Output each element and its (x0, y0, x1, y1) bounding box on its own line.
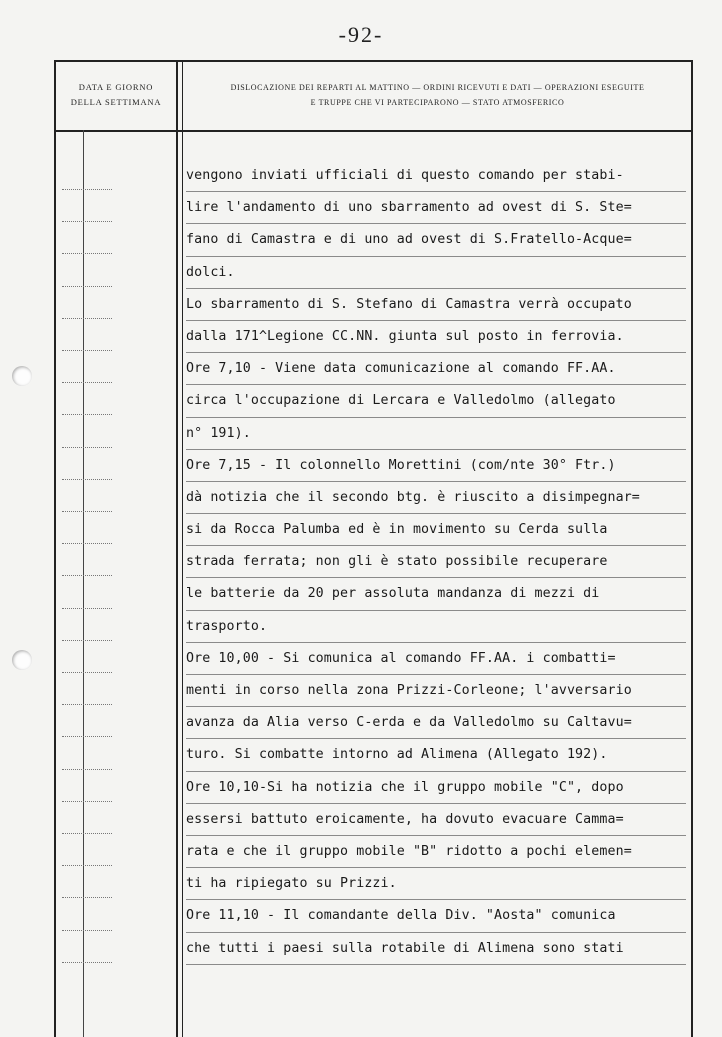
ruling-line (62, 575, 112, 576)
ruling-line (62, 479, 112, 480)
column-divider (182, 62, 183, 1037)
text-line: fano di Camastra e di uno ad ovest di S.Fratello-Acque= (186, 224, 686, 256)
operations-column-header (184, 80, 691, 110)
ruling-line (62, 640, 112, 641)
text-line: trasporto. (186, 611, 686, 643)
text-line: ti ha ripiegato su Prizzi. (186, 868, 686, 900)
text-line: menti in corso nella zona Prizzi-Corleone; l'avversario (186, 675, 686, 707)
ruling-line (62, 318, 112, 319)
date-header-line-2: DELLA SETTIMANA (70, 97, 162, 107)
ruling-line (62, 608, 112, 609)
text-line: che tutti i paesi sulla rotabile di Alimena sono stati (186, 933, 686, 965)
text-line: vengono inviati ufficiali di questo comando per stabi- (186, 160, 686, 192)
text-line: strada ferrata; non gli è stato possibile recuperare (186, 546, 686, 578)
text-line: n° 191). (186, 418, 686, 450)
text-line: essersi battuto eroicamente, ha dovuto evacuare Camma= (186, 804, 686, 836)
text-line: Ore 7,10 - Viene data comunicazione al comando FF.AA. (186, 353, 686, 385)
ruling-line (62, 511, 112, 512)
text-line: rata e che il gruppo mobile "B" ridotto a pochi elemen= (186, 836, 686, 868)
text-line: dolci. (186, 257, 686, 289)
text-line: dà notizia che il secondo btg. è riuscito a disimpegnar= (186, 482, 686, 514)
date-column-header (56, 80, 176, 110)
ruling-line (62, 833, 112, 834)
ruling-line (62, 253, 112, 254)
column-divider (176, 62, 178, 1037)
ruling-line (62, 286, 112, 287)
ruling-line (62, 543, 112, 544)
punch-hole (12, 366, 32, 386)
ruling-line (62, 382, 112, 383)
page-number: -92- (338, 22, 384, 47)
text-line: Ore 10,10-Si ha notizia che il gruppo mobile "C", dopo (186, 772, 686, 804)
journal-entry-text (186, 160, 686, 965)
ruling-line (62, 221, 112, 222)
date-subcolumn-line (83, 130, 84, 1037)
text-line: lire l'andamento di uno sbarramento ad ovest di S. Ste= (186, 192, 686, 224)
ruling-line (62, 769, 112, 770)
text-line: Lo sbarramento di S. Stefano di Camastra verrà occupato (186, 289, 686, 321)
text-line: dalla 171^Legione CC.NN. giunta sul posto in ferrovia. (186, 321, 686, 353)
operations-header-line-1: DISLOCAZIONE DEI REPARTI AL MATTINO — ORDINI RICEVUTI E DATI — OPERAZIONI ESEGUITE (230, 83, 645, 92)
ruling-line (62, 672, 112, 673)
ruling-line (62, 736, 112, 737)
ruling-line (62, 447, 112, 448)
operations-header-line-2: E TRUPPE CHE VI PARTECIPARONO — STATO ATMOSFERICO (310, 98, 565, 107)
text-line: turo. Si combatte intorno ad Alimena (Allegato 192). (186, 739, 686, 771)
ruling-line (62, 930, 112, 931)
ruling-line (62, 350, 112, 351)
date-header-line-1: DATA E GIORNO (78, 82, 154, 92)
ruling-line (62, 962, 112, 963)
ruling-line (62, 865, 112, 866)
text-line: Ore 7,15 - Il colonnello Morettini (com/nte 30° Ftr.) (186, 450, 686, 482)
ruling-line (62, 704, 112, 705)
ruling-line (62, 897, 112, 898)
ruling-line (62, 189, 112, 190)
text-line: le batterie da 20 per assoluta mandanza di mezzi di (186, 578, 686, 610)
text-line: Ore 10,00 - Si comunica al comando FF.AA. i combatti= (186, 643, 686, 675)
text-line: si da Rocca Palumba ed è in movimento su Cerda sulla (186, 514, 686, 546)
ruling-line (62, 414, 112, 415)
text-line: circa l'occupazione di Lercara e Valledolmo (allegato (186, 385, 686, 417)
ledger-header (56, 62, 691, 132)
text-line: Ore 11,10 - Il comandante della Div. "Aosta" comunica (186, 900, 686, 932)
punch-hole (12, 650, 32, 670)
ruling-line (62, 801, 112, 802)
text-line: avanza da Alia verso C-erda e da Valledolmo su Caltavu= (186, 707, 686, 739)
